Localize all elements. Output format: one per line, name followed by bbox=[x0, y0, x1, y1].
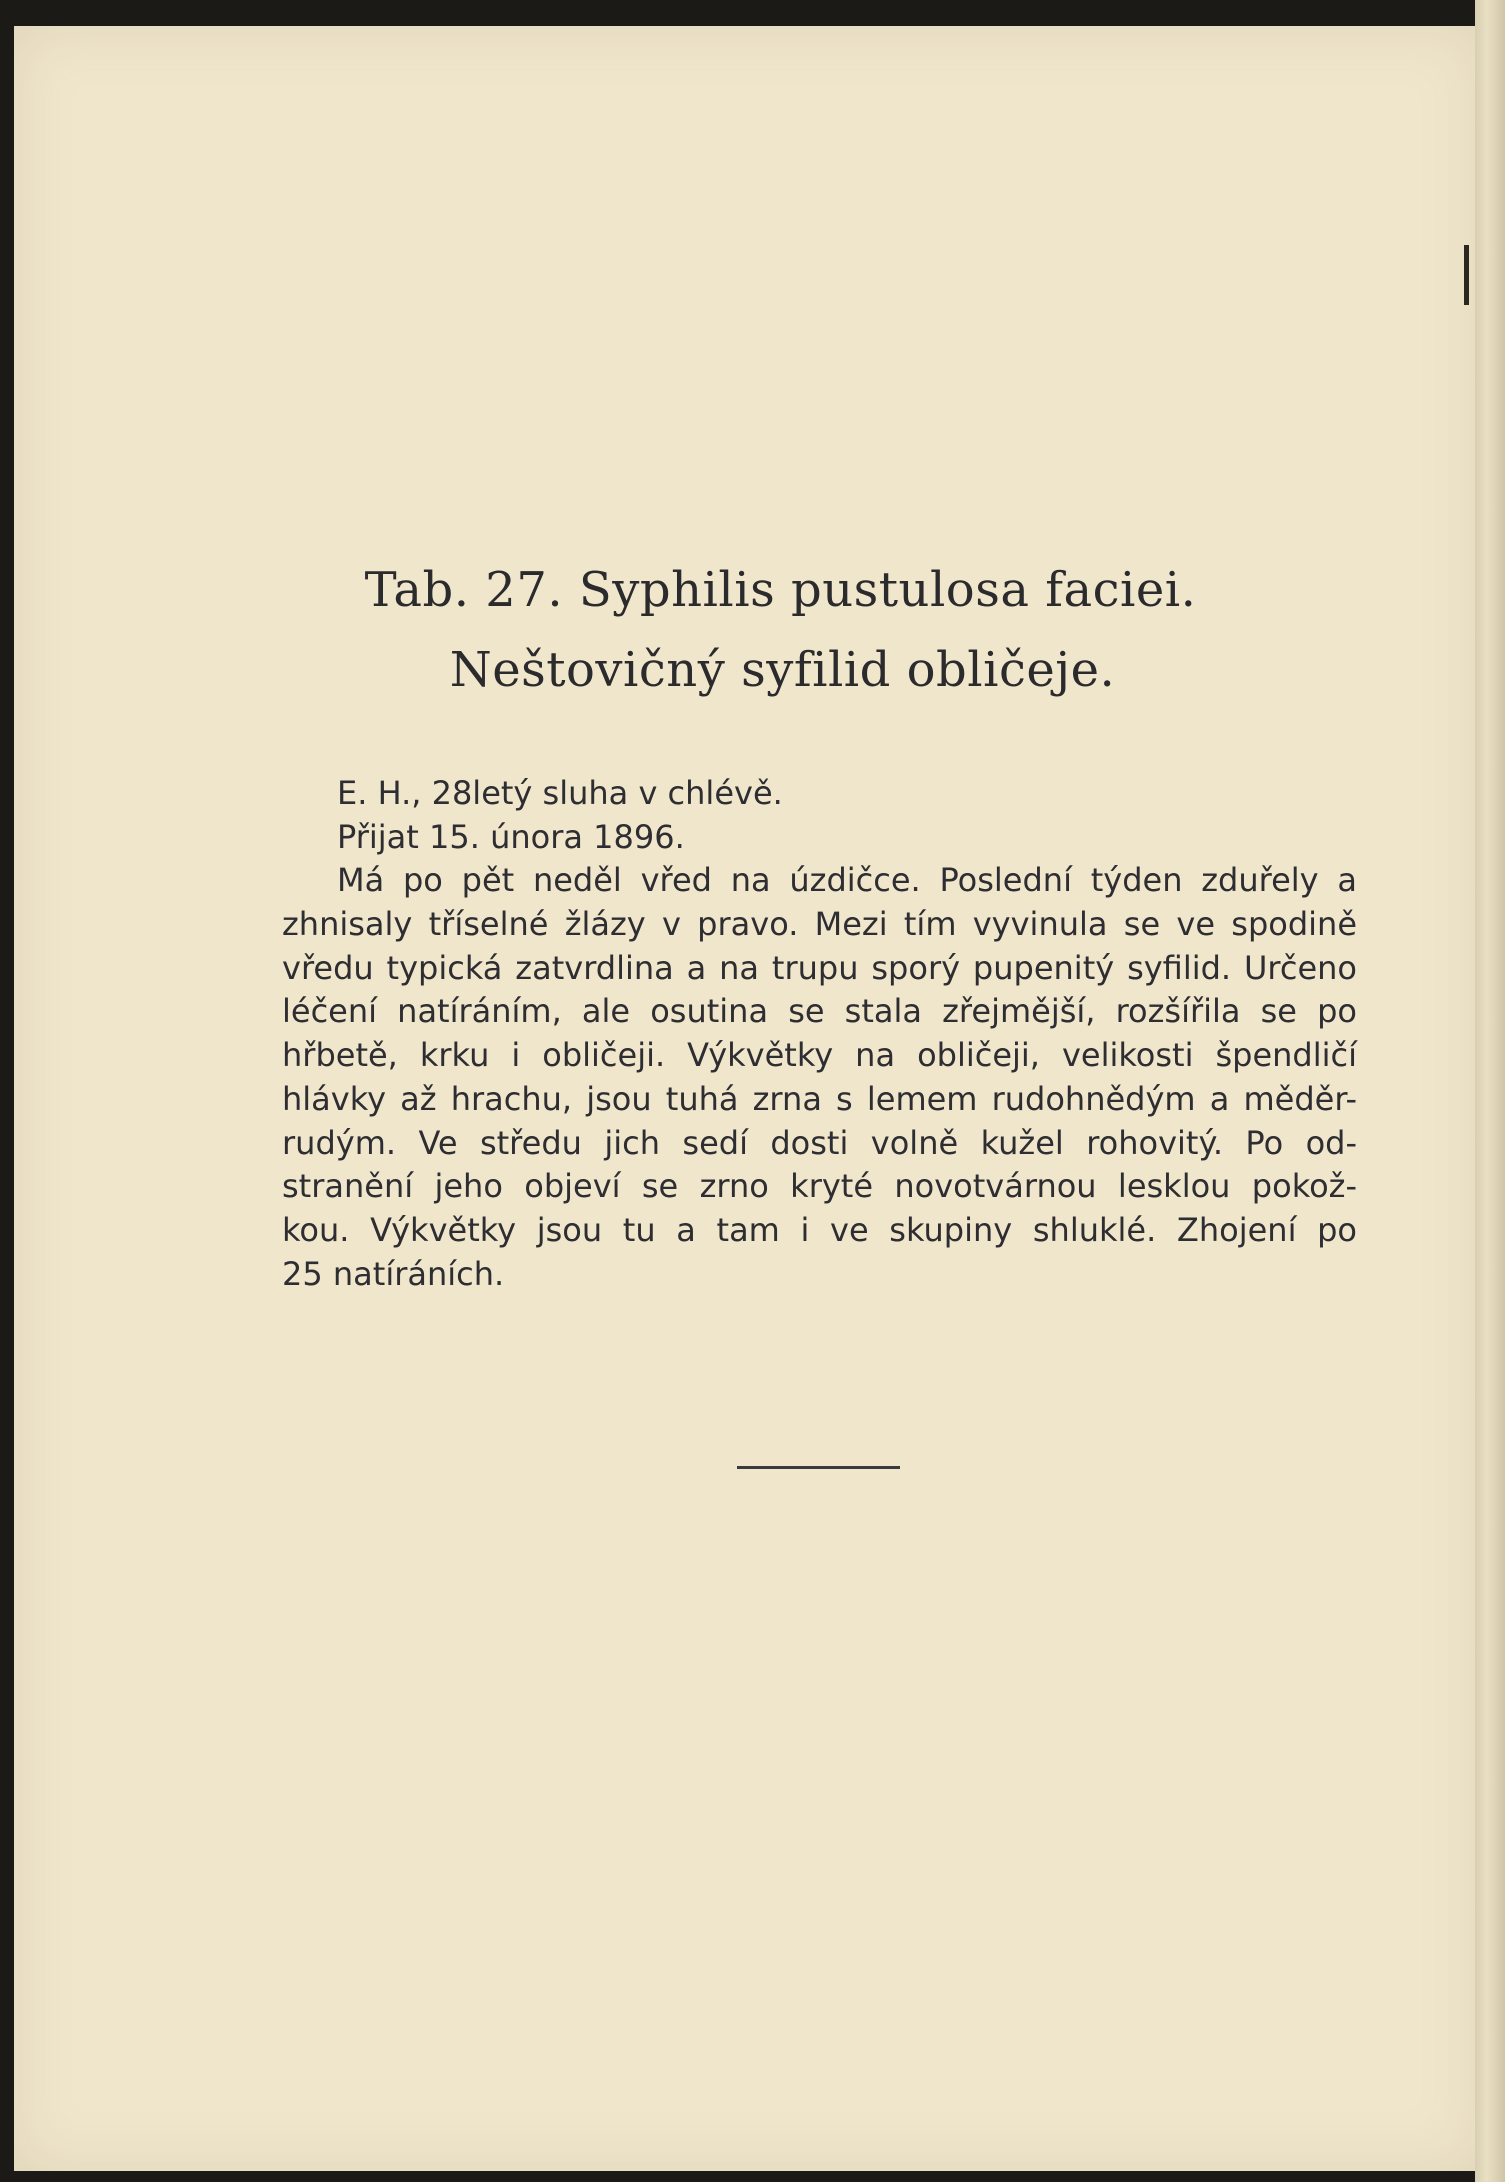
paragraph-line: rudým. Ve středu jich sedí dosti volně kužel rohovitý. Po od- bbox=[282, 1123, 1357, 1162]
patient-info-line: E. H., 28letý sluha v chlévě. bbox=[337, 774, 783, 812]
section-divider-rule bbox=[737, 1466, 900, 1469]
paragraph-line: 25 natíráních. bbox=[282, 1254, 505, 1293]
paragraph-line: stranění jeho objeví se zrno kryté novotvárnou lesklou pokož- bbox=[282, 1167, 1357, 1206]
plate-title-czech: Neštovičný syfilid obličeje. bbox=[449, 642, 1116, 698]
paragraph-line: léčení natíráním, ale osutina se stala zřejmější, rozšířila se po bbox=[282, 992, 1357, 1031]
paragraph-line: vředu typická zatvrdlina a na trupu sporý pupenitý syfilid. Určeno bbox=[282, 948, 1357, 987]
admission-date-line: Přijat 15. února 1896. bbox=[337, 817, 685, 856]
paragraph-line: zhnisaly tříselné žlázy v pravo. Mezi tím vyvinula se ve spodině bbox=[282, 905, 1357, 944]
plate-title-latin: Tab. 27. Syphilis pustulosa faciei. bbox=[364, 562, 1197, 618]
paragraph-line: kou. Výkvětky jsou tu a tam i ve skupiny shluklé. Zhojení po bbox=[282, 1210, 1357, 1249]
paragraph-line: hlávky až hrachu, jsou tuhá zrna s lemem rudohnědým a měděr- bbox=[282, 1079, 1357, 1118]
paragraph-line: hřbetě, krku i obličeji. Výkvětky na obličeji, velikosti špendličí bbox=[282, 1036, 1357, 1075]
case-description bbox=[282, 772, 1357, 1296]
gutter-mark bbox=[1464, 245, 1469, 305]
paragraph-line: Má po pět neděl vřed na úzdičce. Poslední týden zduřely a bbox=[337, 861, 1357, 900]
book-gutter-edge bbox=[1475, 0, 1505, 2182]
